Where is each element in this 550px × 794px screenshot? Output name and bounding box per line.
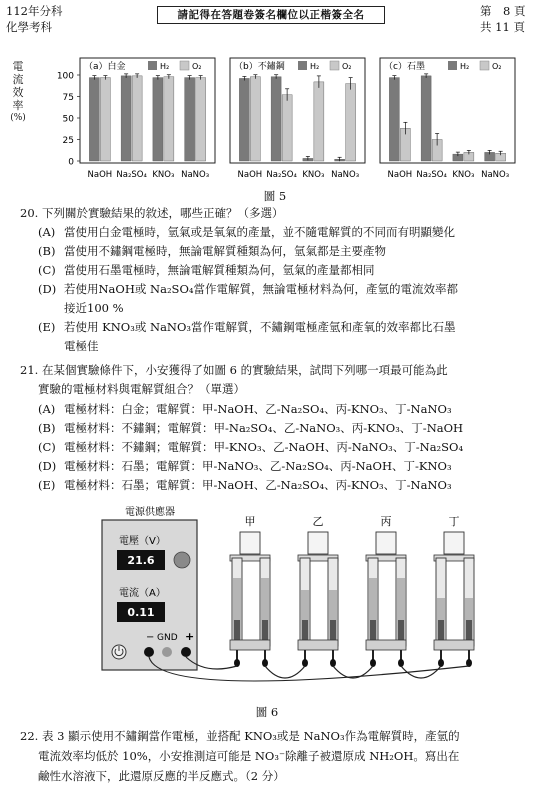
option-label: (C) <box>38 263 56 277</box>
option-label: (D) <box>38 282 57 296</box>
y-tick-label: 0 <box>68 157 74 168</box>
legend-swatch-h2 <box>148 61 157 70</box>
electrode <box>370 620 376 642</box>
option-text: 若使用 KNO₃或 NaNO₃當作電解質，不鏽鋼電極產氫和產氧的效率都比石墨 <box>64 320 456 334</box>
option-text: 當使用白金電極時，氫氣或是氧氣的產量，並不隨電解質的不同而有明顯變化 <box>64 225 455 239</box>
category-label: NaNO₃ <box>181 170 210 180</box>
y-tick-label: 100 <box>56 71 74 82</box>
q21-option <box>38 439 538 456</box>
plus-sign: + <box>185 630 195 643</box>
option-label: (D) <box>38 459 57 473</box>
category-label: KNO₃ <box>152 170 175 180</box>
legend-swatch-o2 <box>330 61 339 70</box>
page-total: 共 11 頁 <box>480 20 525 34</box>
option-text: 電極佳 <box>64 339 99 353</box>
ylabel-char: 電 <box>12 60 24 73</box>
option-label: (B) <box>38 421 56 435</box>
option-label: (A) <box>38 402 56 416</box>
y-tick-label: 25 <box>62 136 74 146</box>
bar-o2 <box>164 77 174 161</box>
current-value: 0.11 <box>127 606 155 619</box>
gnd-terminal <box>162 647 172 657</box>
q20-stem: 20. 下列關於實驗結果的敘述，哪些正確？（多選） <box>20 206 284 220</box>
clip <box>262 659 268 667</box>
current-label: 電流（A） <box>119 588 166 599</box>
bar-h2 <box>421 76 431 161</box>
q20-option <box>38 281 538 298</box>
electrode <box>398 620 404 642</box>
q22-line3: 鹼性水溶液下，此還原反應的半反應式。（2 分） <box>38 769 285 783</box>
cell-label: 甲 <box>244 515 256 528</box>
q21-stem-line2: 實驗的電極材料與電解質組合？（單選） <box>38 382 245 396</box>
q20-option <box>38 243 538 260</box>
bar-h2 <box>389 78 399 161</box>
q21-option <box>38 458 538 475</box>
bar-o2 <box>250 77 260 161</box>
ylabel-char: (%) <box>10 113 26 123</box>
bar-h2 <box>153 78 163 161</box>
category-label: NaOH <box>387 170 413 180</box>
cell-base <box>230 640 270 650</box>
figure5-chart <box>0 48 550 188</box>
option-label: (A) <box>38 225 56 239</box>
electrode <box>234 620 240 642</box>
exam-year: 112年分科 <box>6 4 63 18</box>
option-text: 電極材料：石墨；電解質：甲-NaNO₃、乙-Na₂SO₄、丙-NaOH、丁-KNO₃ <box>64 459 452 473</box>
category-label: KNO₃ <box>452 170 475 180</box>
ylabel-char: 率 <box>12 99 24 112</box>
q21-option <box>38 477 538 494</box>
option-text: 若使用NaOH或 Na₂SO₄當作電解質，無論電極材料為何，產氫的電流效率都 <box>64 282 458 296</box>
clip <box>302 659 308 667</box>
category-label: NaOH <box>87 170 113 180</box>
bar-h2 <box>89 78 99 161</box>
q20-option-cont <box>38 338 538 355</box>
panel-title: （c）石墨 <box>384 62 425 72</box>
ylabel-char: 流 <box>12 73 24 86</box>
bar-o2 <box>132 76 142 161</box>
minus-sign: − <box>146 632 155 643</box>
option-text: 電極材料：不鏽鋼；電解質：甲-Na₂SO₄、乙-NaNO₃、丙-KNO₃、丁-NaOH <box>64 421 464 435</box>
q21-option <box>38 420 538 437</box>
cell-base <box>298 640 338 650</box>
legend-swatch-o2 <box>480 61 489 70</box>
electrode <box>262 620 268 642</box>
adjust-knob <box>174 552 190 568</box>
bar-h2 <box>239 78 249 161</box>
category-label: NaOH <box>237 170 263 180</box>
option-text: 接近100 % <box>64 301 124 315</box>
electrode <box>302 620 308 642</box>
q20-option <box>38 262 538 279</box>
cell-label: 丙 <box>380 515 392 528</box>
option-label: (E) <box>38 478 56 492</box>
figure6-apparatus <box>0 500 550 710</box>
q20-option-cont <box>38 300 538 317</box>
clip <box>438 659 444 667</box>
y-tick-label: 75 <box>62 93 74 103</box>
bar-h2 <box>271 77 281 161</box>
legend-label-o2: O₂ <box>192 62 202 71</box>
category-label: NaNO₃ <box>331 170 360 180</box>
signature-notice: 請記得在答題卷簽名欄位以正楷簽全名 <box>157 6 385 24</box>
cell-base <box>434 640 474 650</box>
q20-option <box>38 319 538 336</box>
bar-h2 <box>121 76 131 161</box>
q21-stem-line1: 21. 在某個實驗條件下，小安獲得了如圖 6 的實驗結果，試問下列哪一項最可能為此 <box>20 363 448 377</box>
legend-label-o2: O₂ <box>492 62 502 71</box>
option-text: 當使用不鏽鋼電極時，無論電解質種類為何，氫氣都是主要產物 <box>64 244 386 258</box>
q20-option <box>38 224 538 241</box>
bar-o2 <box>282 95 292 161</box>
reservoir <box>444 532 464 554</box>
legend-label-h2: H₂ <box>160 62 170 71</box>
voltage-label: 電壓（V） <box>119 536 166 547</box>
bar-o2 <box>346 84 356 161</box>
cell-base <box>366 640 406 650</box>
clip <box>330 659 336 667</box>
positive-terminal <box>181 647 191 657</box>
q21-option <box>38 401 538 418</box>
gnd-label: GND <box>157 633 178 643</box>
reservoir <box>308 532 328 554</box>
reservoir <box>376 532 396 554</box>
panel-title: （b）不鏽鋼 <box>234 62 285 72</box>
bar-o2 <box>314 82 324 161</box>
bar-o2 <box>196 78 206 161</box>
legend-swatch-h2 <box>298 61 307 70</box>
cell-label: 乙 <box>312 515 324 528</box>
electrode <box>466 620 472 642</box>
subject: 化學考科 <box>6 20 52 34</box>
option-text: 電極材料：白金；電解質：甲-NaOH、乙-Na₂SO₄、丙-KNO₃、丁-NaNO₃ <box>64 402 452 416</box>
option-text: 電極材料：石墨；電解質：甲-NaOH、乙-Na₂SO₄、丙-KNO₃、丁-NaNO₃ <box>64 478 452 492</box>
cell-label: 丁 <box>448 515 460 528</box>
option-label: (B) <box>38 244 56 258</box>
bar-h2 <box>185 78 195 161</box>
legend-label-h2: H₂ <box>310 62 320 71</box>
q22-line1: 22. 表 3 顯示使用不鏽鋼當作電極，並搭配 KNO₃或是 NaNO₃作為電解質時，產氫的 <box>20 729 460 743</box>
category-label: NaNO₃ <box>481 170 510 180</box>
legend-label-o2: O₂ <box>342 62 352 71</box>
category-label: KNO₃ <box>302 170 325 180</box>
y-tick-label: 50 <box>62 114 74 125</box>
series-wire <box>265 666 305 678</box>
page-number: 第 8 頁 <box>480 4 526 18</box>
q22-line2: 電流效率均低於 10%，小安推測這可能是 NO₃⁻除離子被還原成 NH₂OH。寫出在 <box>38 749 460 763</box>
negative-terminal <box>144 647 154 657</box>
electrode <box>330 620 336 642</box>
option-text: 電極材料：不鏽鋼；電解質：甲-KNO₃、乙-NaOH、丙-NaNO₃、丁-Na₂SO₄ <box>64 440 464 454</box>
category-label: Na₂SO₄ <box>116 170 147 180</box>
panel-title: （a）白金 <box>84 62 126 72</box>
electrode <box>438 620 444 642</box>
legend-swatch-h2 <box>448 61 457 70</box>
option-label: (C) <box>38 440 56 454</box>
legend-swatch-o2 <box>180 61 189 70</box>
figure5-caption: 圖 5 <box>263 189 287 203</box>
legend-label-h2: H₂ <box>460 62 470 71</box>
voltage-value: 21.6 <box>127 554 155 567</box>
option-text: 當使用石墨電極時，無論電解質種類為何，氫氣的產量都相同 <box>64 263 375 277</box>
ylabel-char: 效 <box>12 86 24 99</box>
reservoir <box>240 532 260 554</box>
clip <box>234 659 240 667</box>
figure6-caption: 圖 6 <box>255 705 279 719</box>
clip <box>398 659 404 667</box>
category-label: Na₂SO₄ <box>416 170 447 180</box>
power-supply-title: 電源供應器 <box>125 507 175 518</box>
option-label: (E) <box>38 320 56 334</box>
bar-o2 <box>100 78 110 161</box>
clip <box>370 659 376 667</box>
category-label: Na₂SO₄ <box>266 170 297 180</box>
